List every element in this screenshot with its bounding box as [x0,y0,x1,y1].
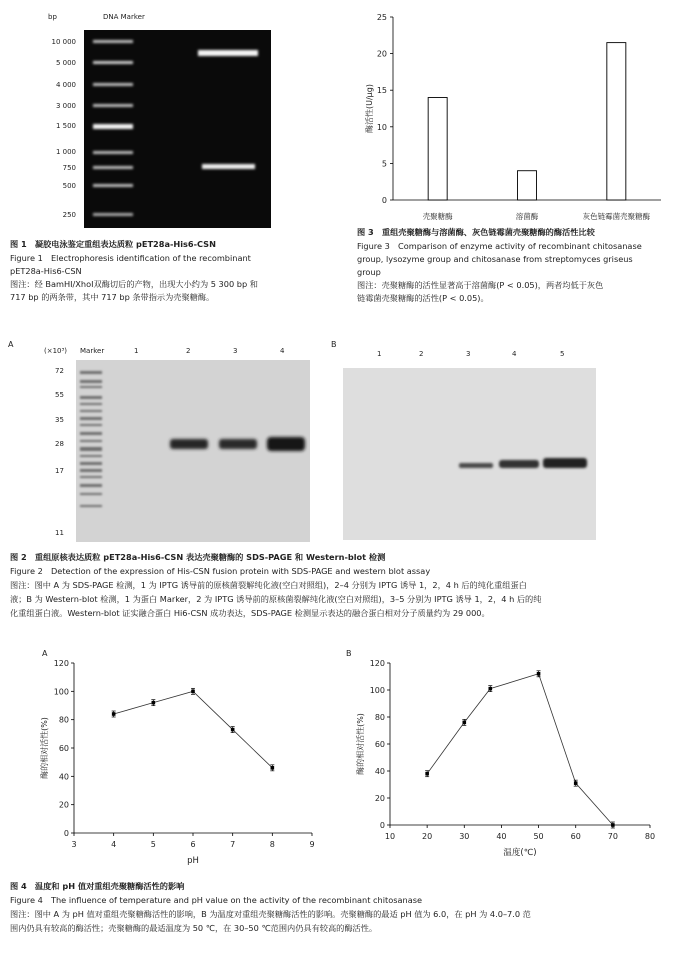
fig1-ladder-label: 750 [62,164,76,172]
y-tick-label: 40 [58,772,69,782]
x-tick-label: 3 [71,840,77,849]
wb-lane-3-band [459,463,493,468]
fig2-sds-page-svg [76,360,310,542]
x-axis-label: pH [187,856,199,866]
wb-lane-4-band [499,460,539,468]
x-tick-label: 溶菌酶 [515,212,539,221]
fig4-note-2: 围内仍具有较高的酶活性；壳聚糖酶的最适温度为 50 ℃，在 30–50 ℃范围内仍具有较高的酶活性。 [10,923,378,933]
fig1-ladder-label: 1 500 [55,122,76,130]
ladder-band [93,166,133,169]
fig2-a-mw-label: 28 [55,440,64,448]
data-point [271,766,275,770]
fig2-a-lane-label: 1 [134,347,139,355]
x-tick-label: 9 [309,840,315,849]
fig2-a-marker-label: Marker [80,347,105,355]
ladder-band [93,104,133,107]
sample-band-717bp [202,164,255,169]
y-tick-label: 0 [381,196,387,205]
fig1-ladder-label: 10 000 [51,38,76,46]
x-tick-label: 灰色链霉菌壳聚糖酶 [582,212,651,221]
y-axis-label: 酶的相对活性(%) [356,713,365,775]
fig3-caption-en-2: group, lysozyme group and chitosanase from streptomyces griseus [357,254,633,264]
fig2-b-lane-label: 5 [560,350,565,358]
fig3-note-1: 图注：壳聚糖酶的活性显著高于溶菌酶(P < 0.05)，两者均低于灰色 [357,280,604,290]
x-tick-label: 60 [570,832,581,841]
fig2-a-lane-label: 3 [233,347,238,355]
y-tick-label: 0 [379,821,385,830]
ladder-band [93,184,133,187]
fig3-caption-en-3: group [357,267,381,277]
y-tick-label: 20 [376,49,387,59]
y-tick-label: 0 [63,829,69,838]
y-tick-label: 80 [58,715,69,725]
fig3-note-2: 链霉菌壳聚糖酶的活性(P < 0.05)。 [357,293,489,303]
fig1-ladder-label: 5 000 [55,59,76,67]
fig3-caption-title: 图 3 重组壳聚糖酶与溶菌酶、灰色链霉菌壳聚糖酶的酶活性比较 [357,227,595,237]
fig4-caption-title: 图 4 温度和 pH 值对重组壳聚糖酶活性的影响 [10,881,185,891]
lane-3-band [219,439,257,449]
fig2-b-lane-label: 4 [512,350,517,358]
data-point [152,701,156,705]
x-tick-label: 6 [190,840,196,849]
y-tick-label: 10 [376,122,387,132]
x-tick-label: 7 [230,840,236,849]
fig1-bp-header: bp [48,13,57,21]
fig2-panel-a-label: A [8,340,14,349]
lane-4-band [267,437,305,451]
fig1-gel-svg [84,30,271,228]
fig2-western-svg [343,368,596,540]
ladder-band [93,151,133,154]
fig1-marker-header: DNA Marker [103,13,145,21]
x-tick-label: 5 [150,840,156,849]
y-tick-label: 15 [376,86,387,96]
fig2-caption-en: Figure 2 Detection of the expression of His-CSN fusion protein with SDS-PAGE and western blot assay [10,566,431,576]
y-tick-label: 60 [374,740,385,749]
data-point [537,672,541,676]
fig1-caption-title: 图 1 凝胶电泳鉴定重组表达质粒 pET28a-His6-CSN [10,239,216,249]
fig2-a-mw-label: 55 [55,391,64,399]
marker-lane [80,371,102,507]
fig2-a-lane-label: 4 [280,347,285,355]
ladder-band [93,83,133,86]
y-tick-label: 20 [58,800,69,810]
data-point [574,781,578,785]
x-tick-label: 50 [533,832,544,841]
ladder-band [93,124,133,129]
fig1-note-1: 图注：经 BamHI/XhoⅠ双酶切后的产物，出现大小约为 5 300 bp 和 [10,279,258,289]
fig2-b-lane-label: 1 [377,350,382,358]
y-tick-label: 40 [374,767,385,776]
fig2-b-lane-label: 2 [419,350,424,358]
ladder-band [93,61,133,64]
data-point [112,712,116,716]
wb-lane-5-band [543,458,587,468]
x-tick-label: 20 [422,832,433,841]
x-axis-label: 温度(℃) [503,848,537,858]
ladder-band [93,213,133,216]
fig2-a-lane-label: 2 [186,347,191,355]
fig1-caption-en-1: Figure 1 Electrophoresis identification of the recombinant [10,253,251,263]
fig2-panel-b-label: B [331,340,337,349]
fig2-note-2: 液；B 为 Western-blot 检测，1 为蛋白 Marker，2 为 IPTG 诱导前的原核菌裂解纯化液(空白对照组)，3–5 分别为 IPTG 诱导 1，2，4 h 后的纯 [10,594,542,604]
fig2-western-blot [343,368,596,540]
y-tick-label: 100 [53,687,69,697]
fig4-note-1: 图注：图中 A 为 pH 值对重组壳聚糖酶活性的影响，B 为温度对重组壳聚糖酶活性的影响。壳聚糖酶的最适 pH 值为 6.0，在 pH 为 4.0–7.0 范 [10,909,531,919]
x-tick-label: 8 [269,840,275,849]
bar [607,43,626,200]
fig2-a-mw-label: 72 [55,367,64,375]
fig4-panel-a-label: A [42,649,48,658]
y-tick-label: 25 [376,13,387,22]
y-tick-label: 20 [374,794,385,803]
x-tick-label: 10 [384,832,396,841]
fig1-gel-image [84,30,271,228]
fig2-note-1: 图注：图中 A 为 SDS-PAGE 检测，1 为 IPTG 诱导前的原核菌裂解纯化液(空白对照组)，2–4 分别为 IPTG 诱导 1，2，4 h 后的纯化重组蛋白 [10,580,527,590]
y-tick-label: 60 [58,744,69,753]
fig2-a-mw-label: 11 [55,529,64,537]
data-point [425,772,429,776]
fig2-caption-title: 图 2 重组原核表达质粒 pET28a-His6-CSN 表达壳聚糖酶的 SDS-PAGE 和 Western-blot 检测 [10,552,386,562]
fig4b-temperature-chart [340,655,670,870]
fig1-ladder-label: 250 [62,211,76,219]
ladder-band [93,40,133,43]
series-line [427,674,613,825]
data-point [462,721,466,725]
lane-2-band [170,439,208,449]
x-tick-label: 40 [496,832,507,841]
fig4-caption-en: Figure 4 The influence of temperature and pH value on the activity of the recombinant chitosanase [10,895,423,905]
fig1-caption-en-2: pET28a-His6-CSN [10,266,82,276]
y-axis-label: 酶的相对活性(%) [40,717,49,779]
bar [428,98,447,200]
fig2-a-mw-label: 17 [55,467,64,475]
sample-band-5300bp [198,50,258,56]
y-tick-label: 5 [381,159,387,169]
fig1-ladder-label: 1 000 [55,148,76,156]
series-line [114,691,273,768]
fig2-a-unit: (×10³) [44,347,68,355]
y-tick-label: 80 [374,713,385,722]
fig1-ladder-label: 3 000 [55,102,76,110]
data-point [191,690,195,694]
bar [518,171,537,200]
x-tick-label: 4 [111,840,117,849]
y-axis-label: 酶活性(U/μg) [365,84,374,133]
data-point [488,687,492,691]
y-tick-label: 100 [369,686,385,695]
fig2-note-3: 化重组蛋白液。Western-blot 证实融合蛋白 Hi6-CSN 成功表达，SDS-PAGE 检测显示表达的融合蛋白相对分子质量约为 29 000。 [10,608,490,618]
x-tick-label: 70 [607,832,618,841]
fig1-ladder-label: 500 [62,182,76,190]
fig1-ladder-label: 4 000 [55,81,76,89]
data-point [611,823,615,827]
fig2-a-mw-label: 35 [55,416,64,424]
x-tick-label: 80 [644,832,656,841]
fig1-note-2: 717 bp 的两条带，其中 717 bp 条带指示为壳聚糖酶。 [10,292,215,302]
y-tick-label: 120 [369,659,385,668]
fig3-caption-en-1: Figure 3 Comparison of enzyme activity of recombinant chitosanase [357,241,642,251]
fig2-sds-page-gel [76,360,310,542]
fig3-bar-chart [355,5,675,225]
fig2-b-lane-label: 3 [466,350,471,358]
data-point [231,728,235,732]
fig4-panel-b-label: B [346,649,352,658]
fig4a-ph-chart [20,655,330,870]
x-tick-label: 壳聚糖酶 [422,212,453,221]
x-tick-label: 30 [459,832,470,841]
y-tick-label: 120 [53,659,69,668]
